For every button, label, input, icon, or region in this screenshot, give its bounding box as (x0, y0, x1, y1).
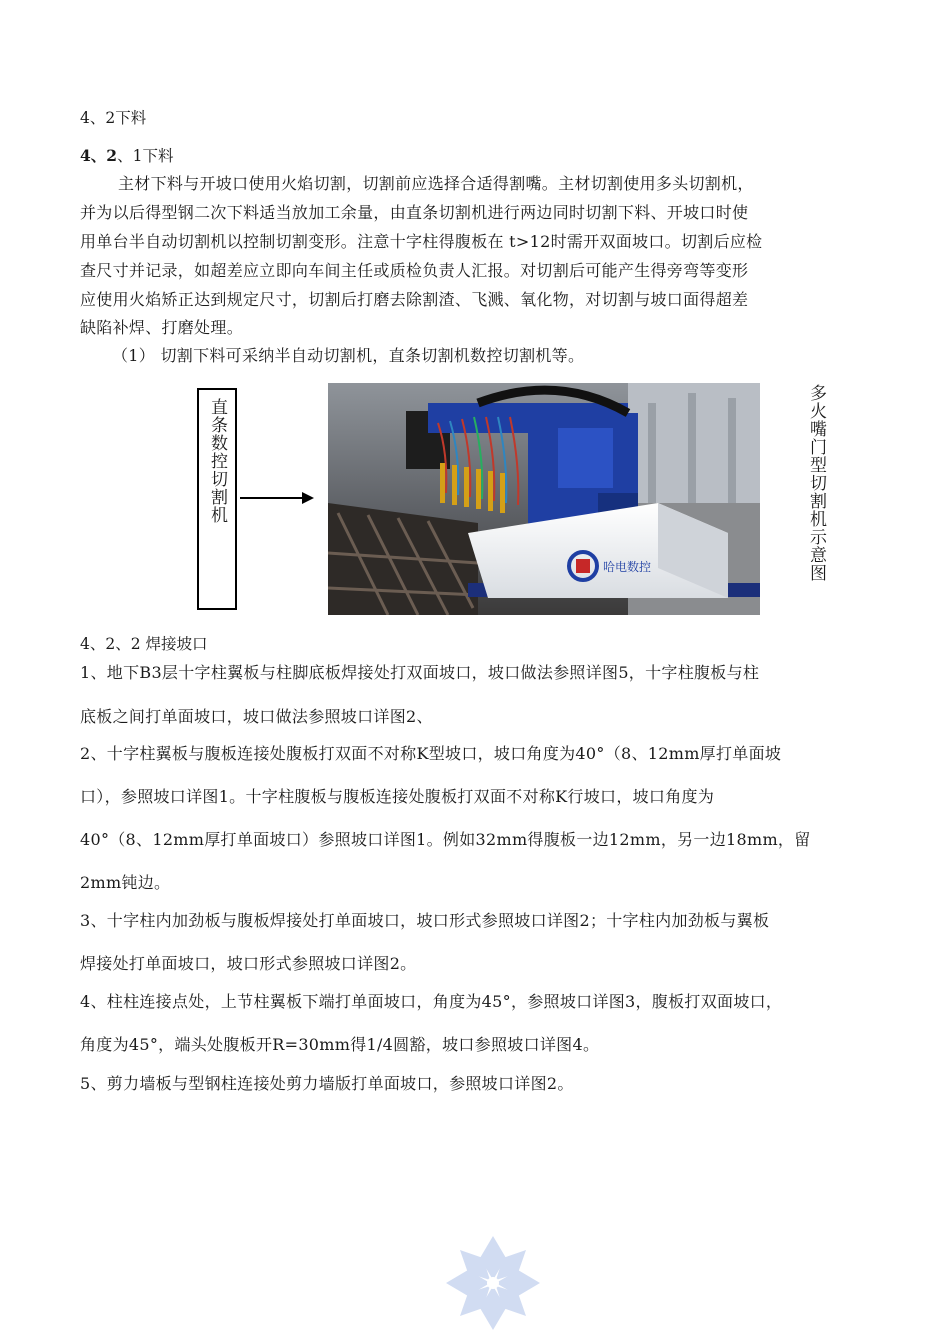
intro-line-5: 应使用火焰矫正达到规定尺寸，切割后打磨去除割渣、飞溅、氧化物，对切割与坡口面得超差 (80, 290, 749, 309)
item-line-5: 40°（8、12mm厚打单面坡口）参照坡口详图1。例如32mm得腹板一边12mm，另一边18mm，留 (80, 830, 811, 849)
item-line-7: 3、十字柱内加劲板与腹板焊接处打单面坡口，坡口形式参照坡口详图2；十字柱内加劲板与翼板 (80, 911, 770, 930)
snowflake-watermark-icon (438, 1228, 548, 1338)
item-line-9: 4、柱柱连接点处，上节柱翼板下端打单面坡口，角度为45°，参照坡口详图3，腹板打双面坡口， (80, 992, 783, 1011)
item-line-8: 焊接处打单面坡口，坡口形式参照坡口详图2。 (80, 954, 417, 973)
cutting-machine-photo (328, 383, 760, 615)
note-1: （1） 切割下料可采纳半自动切割机，直条切割机数控切割机等。 (112, 346, 585, 365)
section-heading-4-2-1-rest: 、1下料 (117, 147, 174, 165)
item-line-6: 2mm钝边。 (80, 873, 171, 892)
intro-line-3: 用单台半自动切割机以控制切割变形。注意十字柱得腹板在 t>12时需开双面坡口。切割后应检 (80, 232, 763, 251)
label-straight-cutter: 直条数控切割机 (207, 398, 227, 524)
section-heading-4-2-2: 4、2、2 焊接坡口 (80, 635, 208, 653)
section-heading-4-2: 4、2下料 (80, 109, 147, 127)
section-heading-4-2-1-bold: 4、2 (80, 146, 118, 165)
label-box-straight-cutter (197, 388, 237, 610)
section-heading-4-2-1 (80, 146, 173, 166)
item-line-10: 角度为45°，端头处腹板开R=30mm得1/4圆豁，坡口参照坡口详图4。 (80, 1035, 600, 1054)
item-line-2: 底板之间打单面坡口，坡口做法参照坡口详图2、 (80, 707, 433, 726)
item-line-4: 口），参照坡口详图1。十字柱腹板与腹板连接处腹板打双面不对称K行坡口，坡口角度为 (80, 787, 715, 806)
machine-brand-label: 哈电数控 (603, 560, 652, 574)
item-line-11: 5、剪力墙板与型钢柱连接处剪力墙版打单面坡口，参照坡口详图2。 (80, 1074, 574, 1093)
caption-gantry-cutter: 多火嘴门型切割机示意图 (806, 384, 826, 582)
item-line-3: 2、十字柱翼板与腹板连接处腹板打双面不对称K型坡口，坡口角度为40°（8、12mm厚打单面坡 (80, 744, 782, 763)
intro-line-6: 缺陷补焊、打磨处理。 (80, 318, 244, 337)
intro-line-2: 并为以后得型钢二次下料适当放加工余量，由直条切割机进行两边同时切割下料、开坡口时使 (80, 203, 749, 222)
intro-line-4: 查尺寸并记录，如超差应立即向车间主任或质检负责人汇报。对切割后可能产生得旁弯等变形 (80, 261, 749, 280)
intro-line-1: 主材下料与开坡口使用火焰切割，切割前应选择合适得割嘴。主材切割使用多头切割机， (118, 174, 754, 193)
arrow-icon (240, 488, 316, 508)
item-line-1: 1、地下B3层十字柱翼板与柱脚底板焊接处打双面坡口，坡口做法参照详图5，十字柱腹板与柱 (80, 663, 760, 682)
